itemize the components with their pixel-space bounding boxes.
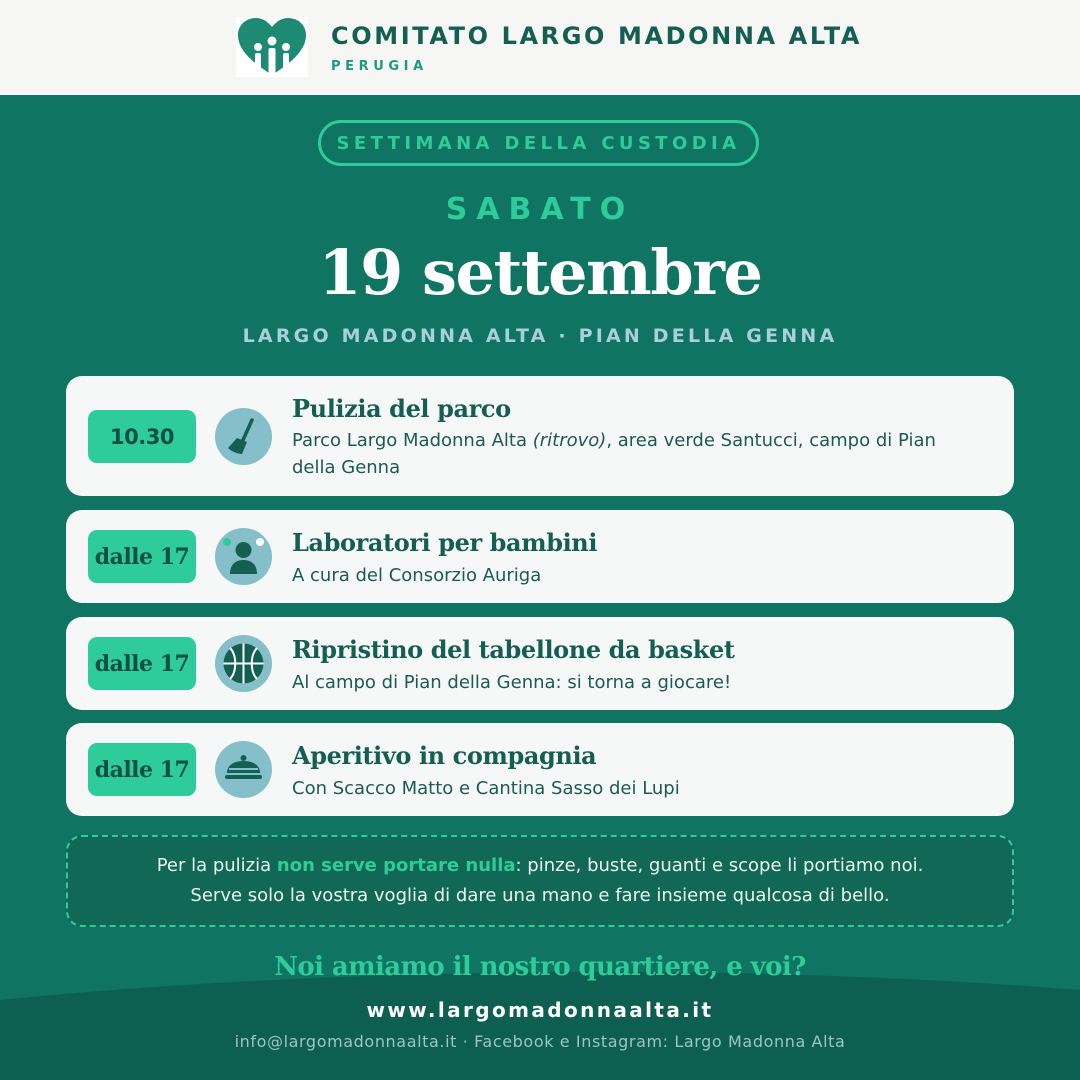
activity-card bbox=[66, 723, 1014, 816]
broom-icon bbox=[215, 408, 272, 465]
activity-time: dalle 17 bbox=[88, 743, 196, 796]
activity-card bbox=[66, 510, 1014, 603]
activity-description: Con Scacco Matto e Cantina Sasso dei Lupi bbox=[292, 778, 680, 799]
activity-title: Pulizia del parco bbox=[292, 394, 511, 423]
activity-card bbox=[66, 617, 1014, 710]
event-place: LARGO MADONNA ALTA · PIAN DELLA GENNA bbox=[242, 325, 838, 347]
activity-time: 10.30 bbox=[88, 410, 196, 463]
contact-info: info@largomadonnaalta.it · Facebook e Instagram: Largo Madonna Alta bbox=[234, 1032, 846, 1051]
activity-card bbox=[66, 376, 1014, 496]
slogan: Noi amiamo il nostro quartiere, e voi? bbox=[274, 952, 806, 982]
info-note bbox=[66, 835, 1014, 927]
activity-description: Parco Largo Madonna Alta (ritrovo), area verde Santucci, campo di Pian della Genna bbox=[292, 430, 936, 478]
activity-title: Laboratori per bambini bbox=[292, 528, 598, 557]
food-cloche-icon bbox=[215, 741, 272, 798]
event-date: 19 settembre bbox=[318, 236, 762, 309]
note-line-1: Per la pulizia non serve portare nulla: pinze, buste, guanti e scope li portiamo noi. bbox=[156, 855, 924, 876]
activity-description: A cura del Consorzio Auriga bbox=[292, 565, 542, 586]
committee-name: COMITATO LARGO MADONNA ALTA bbox=[331, 22, 863, 50]
event-badge-label: SETTIMANA DELLA CUSTODIA bbox=[336, 132, 741, 154]
event-day: SABATO bbox=[445, 192, 635, 227]
child-icon bbox=[215, 528, 272, 585]
activity-time: dalle 17 bbox=[88, 530, 196, 583]
website-link[interactable]: www.largomadonnaalta.it bbox=[366, 998, 714, 1022]
activity-time: dalle 17 bbox=[88, 637, 196, 690]
note-line-2: Serve solo la vostra voglia di dare una mano e fare insieme qualcosa di bello. bbox=[190, 885, 890, 906]
basketball-icon bbox=[215, 635, 272, 692]
activity-title: Aperitivo in compagnia bbox=[292, 741, 597, 770]
heart-people-logo bbox=[236, 17, 308, 77]
header bbox=[0, 0, 1080, 95]
city-name: PERUGIA bbox=[331, 59, 428, 74]
note-highlight: non serve portare nulla bbox=[276, 855, 516, 876]
activity-title: Ripristino del tabellone da basket bbox=[292, 635, 735, 664]
event-badge bbox=[318, 120, 759, 166]
activity-description: Al campo di Pian della Genna: si torna a giocare! bbox=[292, 672, 732, 693]
